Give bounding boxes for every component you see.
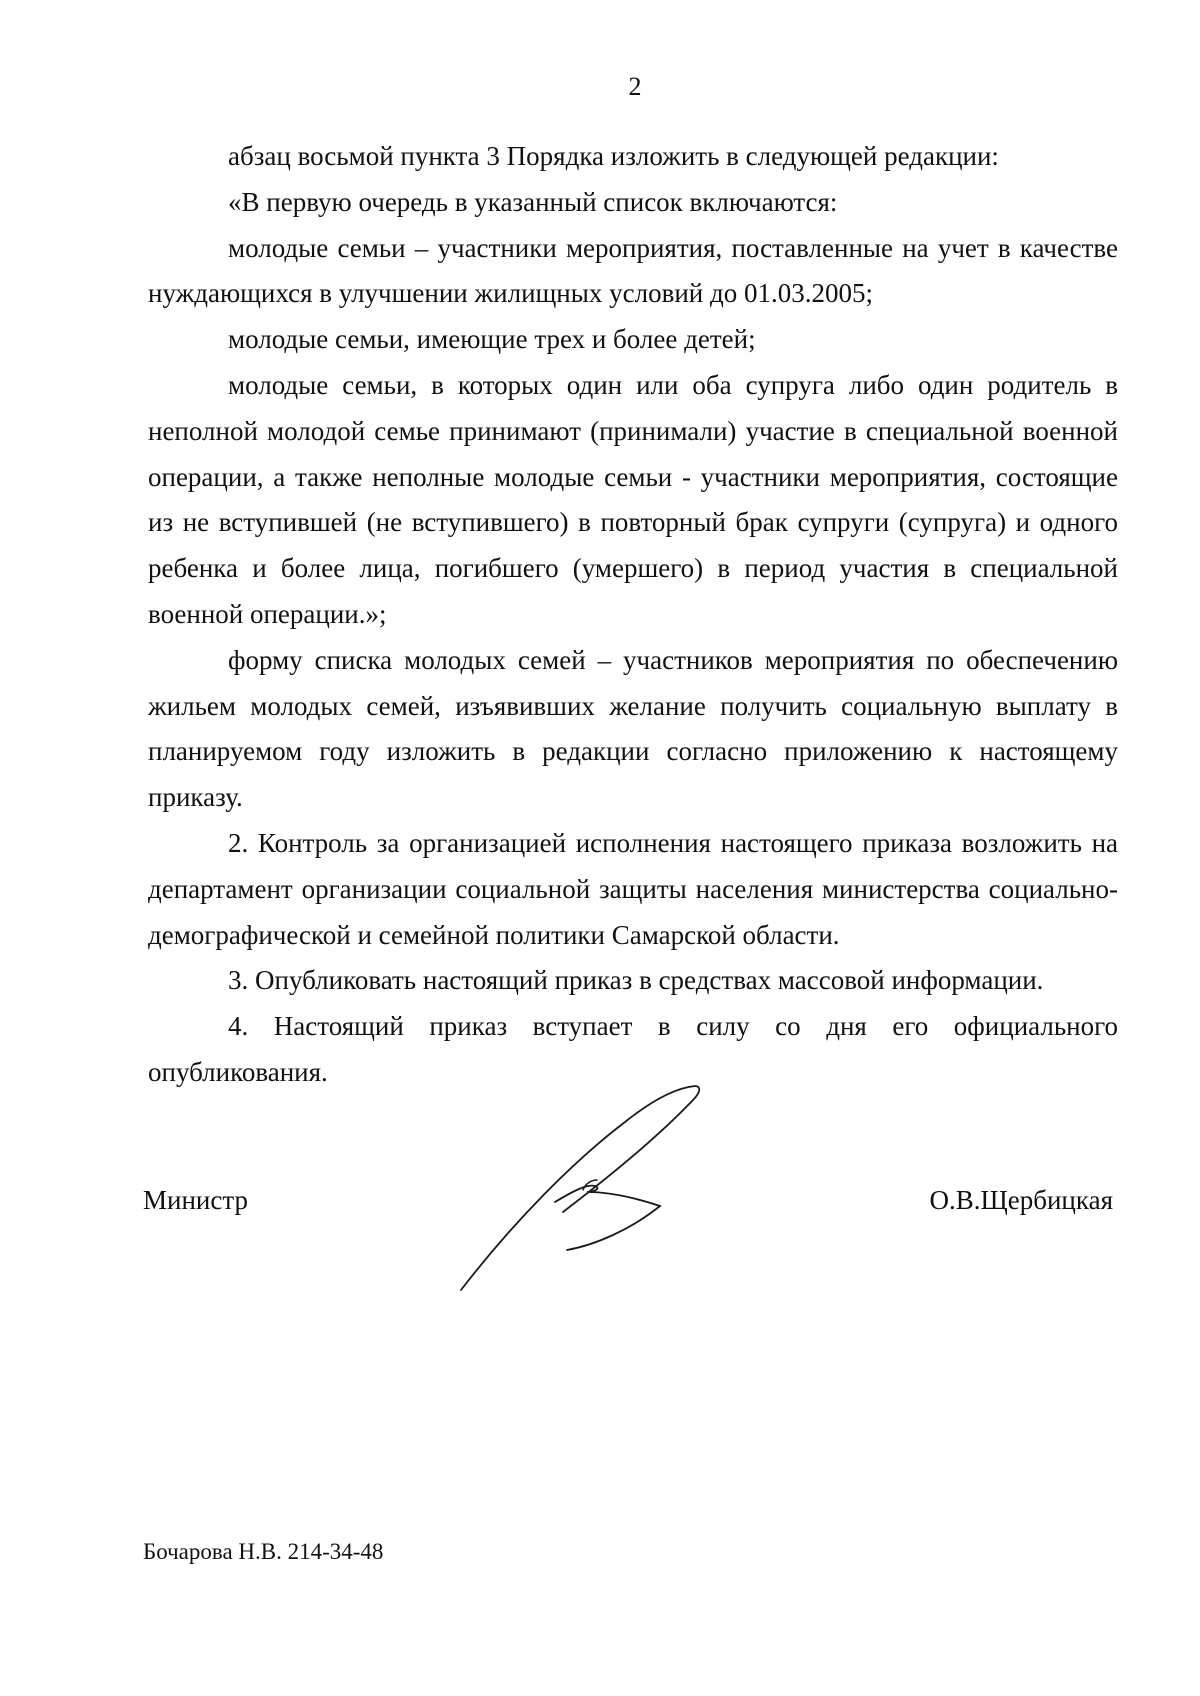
paragraph-publication: 3. Опубликовать настоящий приказ в средствах массовой информации. — [228, 965, 1044, 996]
document-text — [148, 134, 1118, 1096]
page-number: 2 — [628, 72, 642, 101]
paragraph-families-registered: молодые семьи – участники мероприятия, поставленные на учет в качестве нуждающихся в улучшении жилищных условий до 01.03.2005; — [148, 232, 1118, 309]
paragraph-large-families: молодые семьи, имеющие трех и более детей; — [228, 324, 756, 355]
paragraph-effective-date: 4. Настоящий приказ вступает в силу со дня его официального опубликования. — [148, 1011, 1118, 1087]
paragraph-list-form: форму списка молодых семей – участников мероприятия по обеспечению жильем молодых семей, изъявивших желание получить социальную выплату в планируемом году изложить в редакции согласно приложению к настоящему приказу. — [148, 644, 1118, 813]
paragraph-control: 2. Контроль за организацией исполнения настоящего приказа возложить на департамент организации социальной защиты населения министерства социально-демографической и семейной политики Самарской области. — [148, 827, 1118, 950]
executor-contact: Бочарова Н.В. 214-34-48 — [143, 1539, 384, 1564]
paragraph-priority-list-intro: «В первую очередь в указанный список включаются: — [228, 186, 838, 217]
paragraph-paragraph-8-intro: абзац восьмой пункта 3 Порядка изложить в следующей редакции: — [228, 141, 999, 171]
signatory-name: О.В.Щербицкая — [929, 1185, 1113, 1215]
handwritten-signature — [455, 1080, 735, 1300]
signatory-role: Министр — [143, 1185, 248, 1215]
paragraph-military-operation-families: молодые семьи, в которых один или оба супруга либо один родитель в неполной молодой семье принимают (принимали) участие в специальной военной операции, а также неполные молодые семьи - участники мероприятия, состоящие из не вступившей (не вступившего) в повторный брак супруги (супруга) и одного ребенка и более лица, погибшего (умершего) в период участия в специальной военной операции.»; — [148, 369, 1118, 629]
